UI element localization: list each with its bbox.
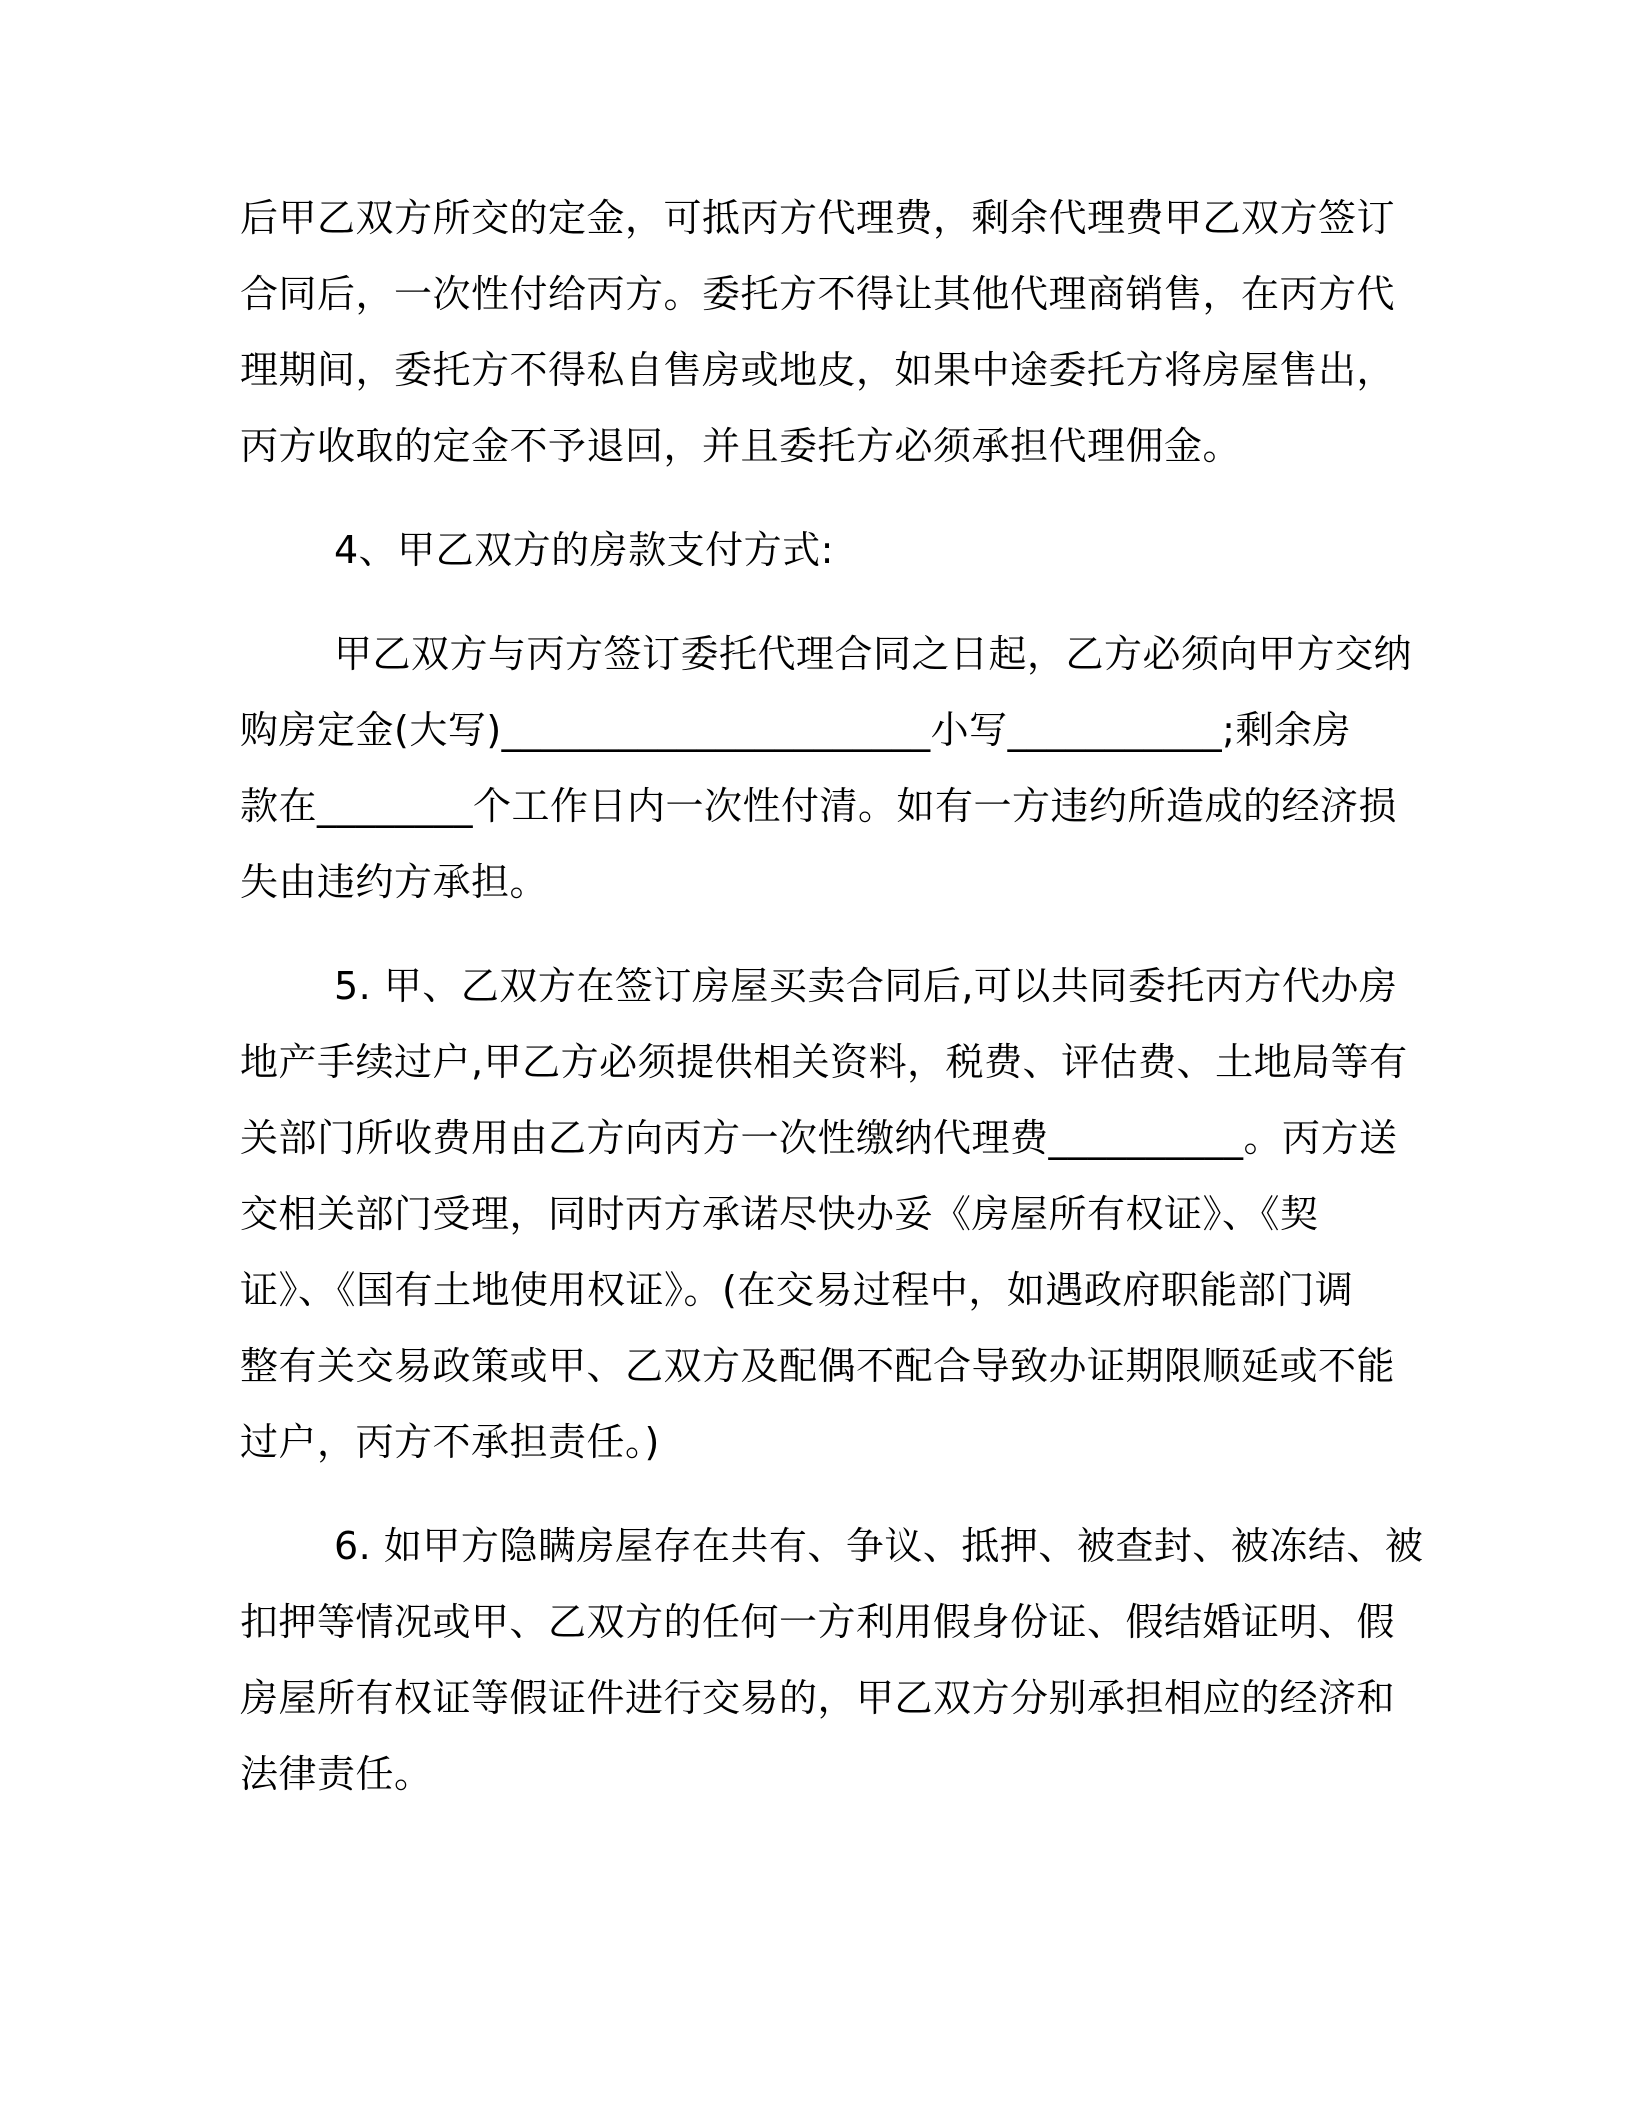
section-5-line-7: 过户，丙方不承担责任。) (240, 1420, 660, 1464)
section-6-line-1: 6. 如甲方隐瞒房屋存在共有、争议、抵押、被查封、被冻结、被 (334, 1524, 1424, 1568)
section-5-line-4: 交相关部门受理，同时丙方承诺尽快办妥《房屋所有权证》、《契 (240, 1192, 1319, 1236)
text-line-3: 理期间，委托方不得私自售房或地皮，如果中途委托方将房屋售出， (240, 348, 1396, 392)
section-6-line-4: 法律责任。 (240, 1752, 433, 1796)
text-line-7: 购房定金(大写)______________________小写___________;剩余房 (240, 708, 1351, 752)
section-6-line-2: 扣押等情况或甲、乙双方的任何一方利用假身份证、假结婚证明、假 (240, 1600, 1396, 1644)
text-line-4: 丙方收取的定金不予退回，并且委托方必须承担代理佣金。 (240, 424, 1242, 468)
section-5-line-6: 整有关交易政策或甲、乙双方及配偶不配合导致办证期限顺延或不能 (240, 1344, 1396, 1388)
section-5-line-1: 5. 甲、乙双方在签订房屋买卖合同后,可以共同委托丙方代办房 (334, 964, 1398, 1008)
section-5-line-5: 证》、《国有土地使用权证》。(在交易过程中，如遇政府职能部门调 (240, 1268, 1354, 1312)
text-line-9: 失由违约方承担。 (240, 860, 549, 904)
section-5-line-3: 关部门所收费用由乙方向丙方一次性缴纳代理费__________。丙方送 (240, 1116, 1398, 1160)
text-line-1: 后甲乙双方所交的定金，可抵丙方代理费，剩余代理费甲乙双方签订 (240, 196, 1396, 240)
text-line-8: 款在________个工作日内一次性付清。如有一方违约所造成的经济损 (240, 784, 1398, 828)
section-5-line-2: 地产手续过户,甲乙方必须提供相关资料，税费、评估费、土地局等有 (240, 1040, 1408, 1084)
text-line-2: 合同后，一次性付给丙方。委托方不得让其他代理商销售，在丙方代 (240, 272, 1396, 316)
text-line-6: 甲乙双方与丙方签订委托代理合同之日起，乙方必须向甲方交纳 (334, 632, 1413, 676)
section-4-heading: 4、甲乙双方的房款支付方式: (334, 528, 834, 572)
section-6-line-3: 房屋所有权证等假证件进行交易的，甲乙双方分别承担相应的经济和 (240, 1676, 1396, 1720)
